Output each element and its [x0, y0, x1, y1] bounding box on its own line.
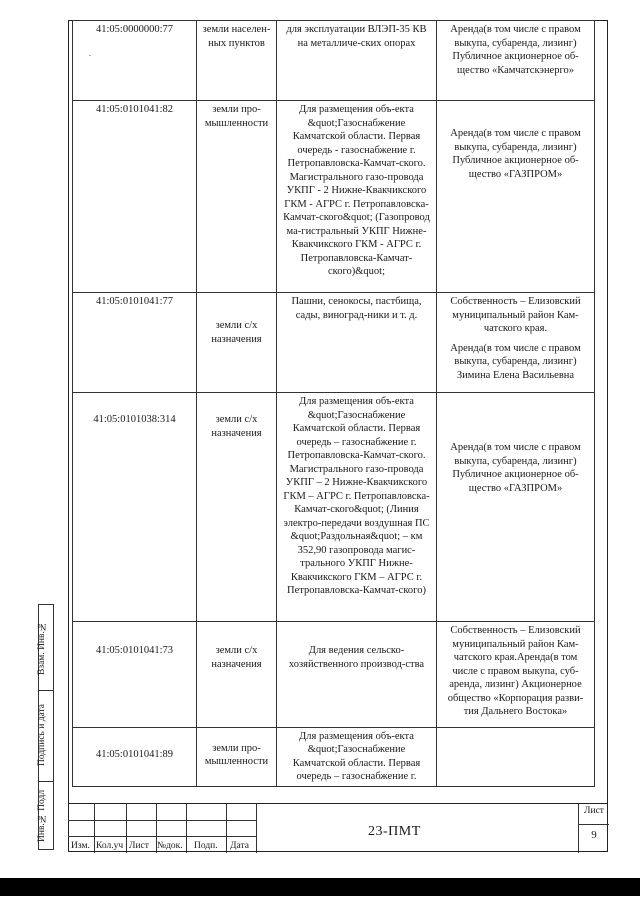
table-row	[73, 293, 595, 393]
divider	[94, 804, 95, 853]
permitted-use: Для размещения объ-екта &quot;Газоснабжение Камчатской области. Первая очередь – газоснабжение г. Петропавловска-Камчат-ского. Магистрального газо-провода УКПГ – 2 Нижне-Квакчикского ГКМ – АГРС г. Петропавловска-Камчат-ского&quot; (Линия электро-передачи воздушная ПС &quot;Раздольная&quot; – км 352,90 газопровода магис-трального УКПГ Нижне-Квакчикского ГКМ – АГРС г. Петропавловска-Камчат-ского)	[277, 393, 437, 622]
binding-margin-stamp	[38, 604, 54, 850]
stamp-label-count: Кол.уч	[96, 841, 124, 851]
rights-text: Собственность – Елизовский муниципальный район Кам-чатского края.Аренда(в том числе с правом выкупа, суб-аренда, лизинг) Акционерное общество «Корпорация разви-тия Дальнего Востока»	[447, 625, 584, 717]
divider	[126, 804, 127, 853]
permitted-use: Пашни, сенокосы, пастбища, сады, виноград-ники и т. д.	[277, 293, 437, 393]
rights-holder	[437, 21, 595, 101]
title-block	[68, 803, 608, 853]
land-plots-table	[72, 20, 595, 787]
cadastral-number: 41:05:0101041:89	[73, 727, 197, 786]
rights-holder	[437, 727, 595, 786]
stamp-label-change: Изм.	[71, 841, 90, 851]
cadastral-number: 41:05:0101038:314	[73, 393, 197, 622]
rights-holder	[437, 101, 595, 293]
stamp-label-signature: Подп.	[194, 841, 218, 851]
stamp-label-sheet: Лист	[129, 841, 149, 851]
stamp-label-docnum: №док.	[157, 841, 183, 851]
rights-text: Аренда(в том числе с правом выкупа, субаренда, лизинг) Публичное акционерное об-щество «Камчатскэнерго»	[450, 24, 581, 76]
divider	[226, 804, 227, 853]
table-row	[73, 101, 595, 293]
land-category: земли про-мышленности	[197, 101, 277, 293]
divider	[68, 820, 256, 821]
table-row	[73, 21, 595, 101]
sheet-label: Лист	[584, 806, 604, 816]
land-category: земли с/х назначения	[197, 393, 277, 622]
divider	[186, 804, 187, 853]
signature-date-label: Подпись и дата	[37, 704, 47, 767]
sheet-number-box	[578, 804, 609, 853]
original-inventory-label: Инв.№ Подл	[37, 789, 47, 843]
rights-holder	[437, 293, 595, 393]
scan-edge-bar	[0, 878, 640, 896]
cadastral-number: 41:05:0101041:77	[73, 293, 197, 393]
permitted-use: Для размещения объ-екта &quot;Газоснабжение Камчатской области. Первая очередь - газоснабжение г. Петропавловска-Камчат-ского. Магистрального газо-провода УКПГ - 2 Нижне-Квакчикского ГКМ - АГРС г. Петропавловска-Камчат-ского&quot; (Газопровод ма-гистральный УКПГ Нижне-Квакчикского ГКМ - АГРС г. Петропавловска-Камчат-ского)&quot;	[277, 101, 437, 293]
rights-holder	[437, 393, 595, 622]
cadastral-number: 41:05:0000000:77	[73, 21, 197, 101]
cadastral-number: 41:05:0101041:73	[73, 622, 197, 728]
divider	[39, 690, 53, 691]
sheet-number: 9	[591, 829, 597, 841]
rights-text: Аренда(в том числе с правом выкупа, субаренда, лизинг) Публичное акционерное об-щество «ГАЗПРОМ»	[450, 128, 581, 180]
rights-holder	[437, 622, 595, 728]
divider	[68, 836, 256, 837]
replace-inventory-label: Взам. Инв.№	[37, 621, 47, 675]
table-row	[73, 393, 595, 622]
margin-mark: .	[89, 49, 91, 58]
table-row	[73, 622, 595, 728]
rights-text: Собственность – Елизовский муниципальный район Кам-чатского края.	[450, 296, 581, 334]
divider	[39, 781, 53, 782]
table-row	[73, 727, 595, 786]
permitted-use: для эксплуатации ВЛЭП-35 КВ на металличе-ских опорах	[277, 21, 437, 101]
land-category: земли населен-ных пунктов	[197, 21, 277, 101]
land-category: земли с/х назначения	[197, 622, 277, 728]
divider	[256, 804, 257, 853]
permitted-use: Для размещения объ-екта &quot;Газоснабжение Камчатской области. Первая очередь – газоснабжение г.	[277, 727, 437, 786]
land-category: земли про-мышленности	[197, 727, 277, 786]
cadastral-number: 41:05:0101041:82	[73, 101, 197, 293]
document-code: 23-ПМТ	[368, 824, 421, 839]
rights-text: Аренда(в том числе с правом выкупа, субаренда, лизинг) Публичное акционерное об-щество «ГАЗПРОМ»	[450, 442, 581, 494]
permitted-use: Для ведения сельско-хозяйственного производ-ства	[277, 622, 437, 728]
stamp-label-date: Дата	[230, 841, 249, 851]
rights-text: Аренда(в том числе с правом выкупа, субаренда, лизинг) Зимина Елена Васильевна	[450, 342, 581, 381]
divider	[579, 824, 609, 825]
land-category: земли с/х назначения	[197, 293, 277, 393]
